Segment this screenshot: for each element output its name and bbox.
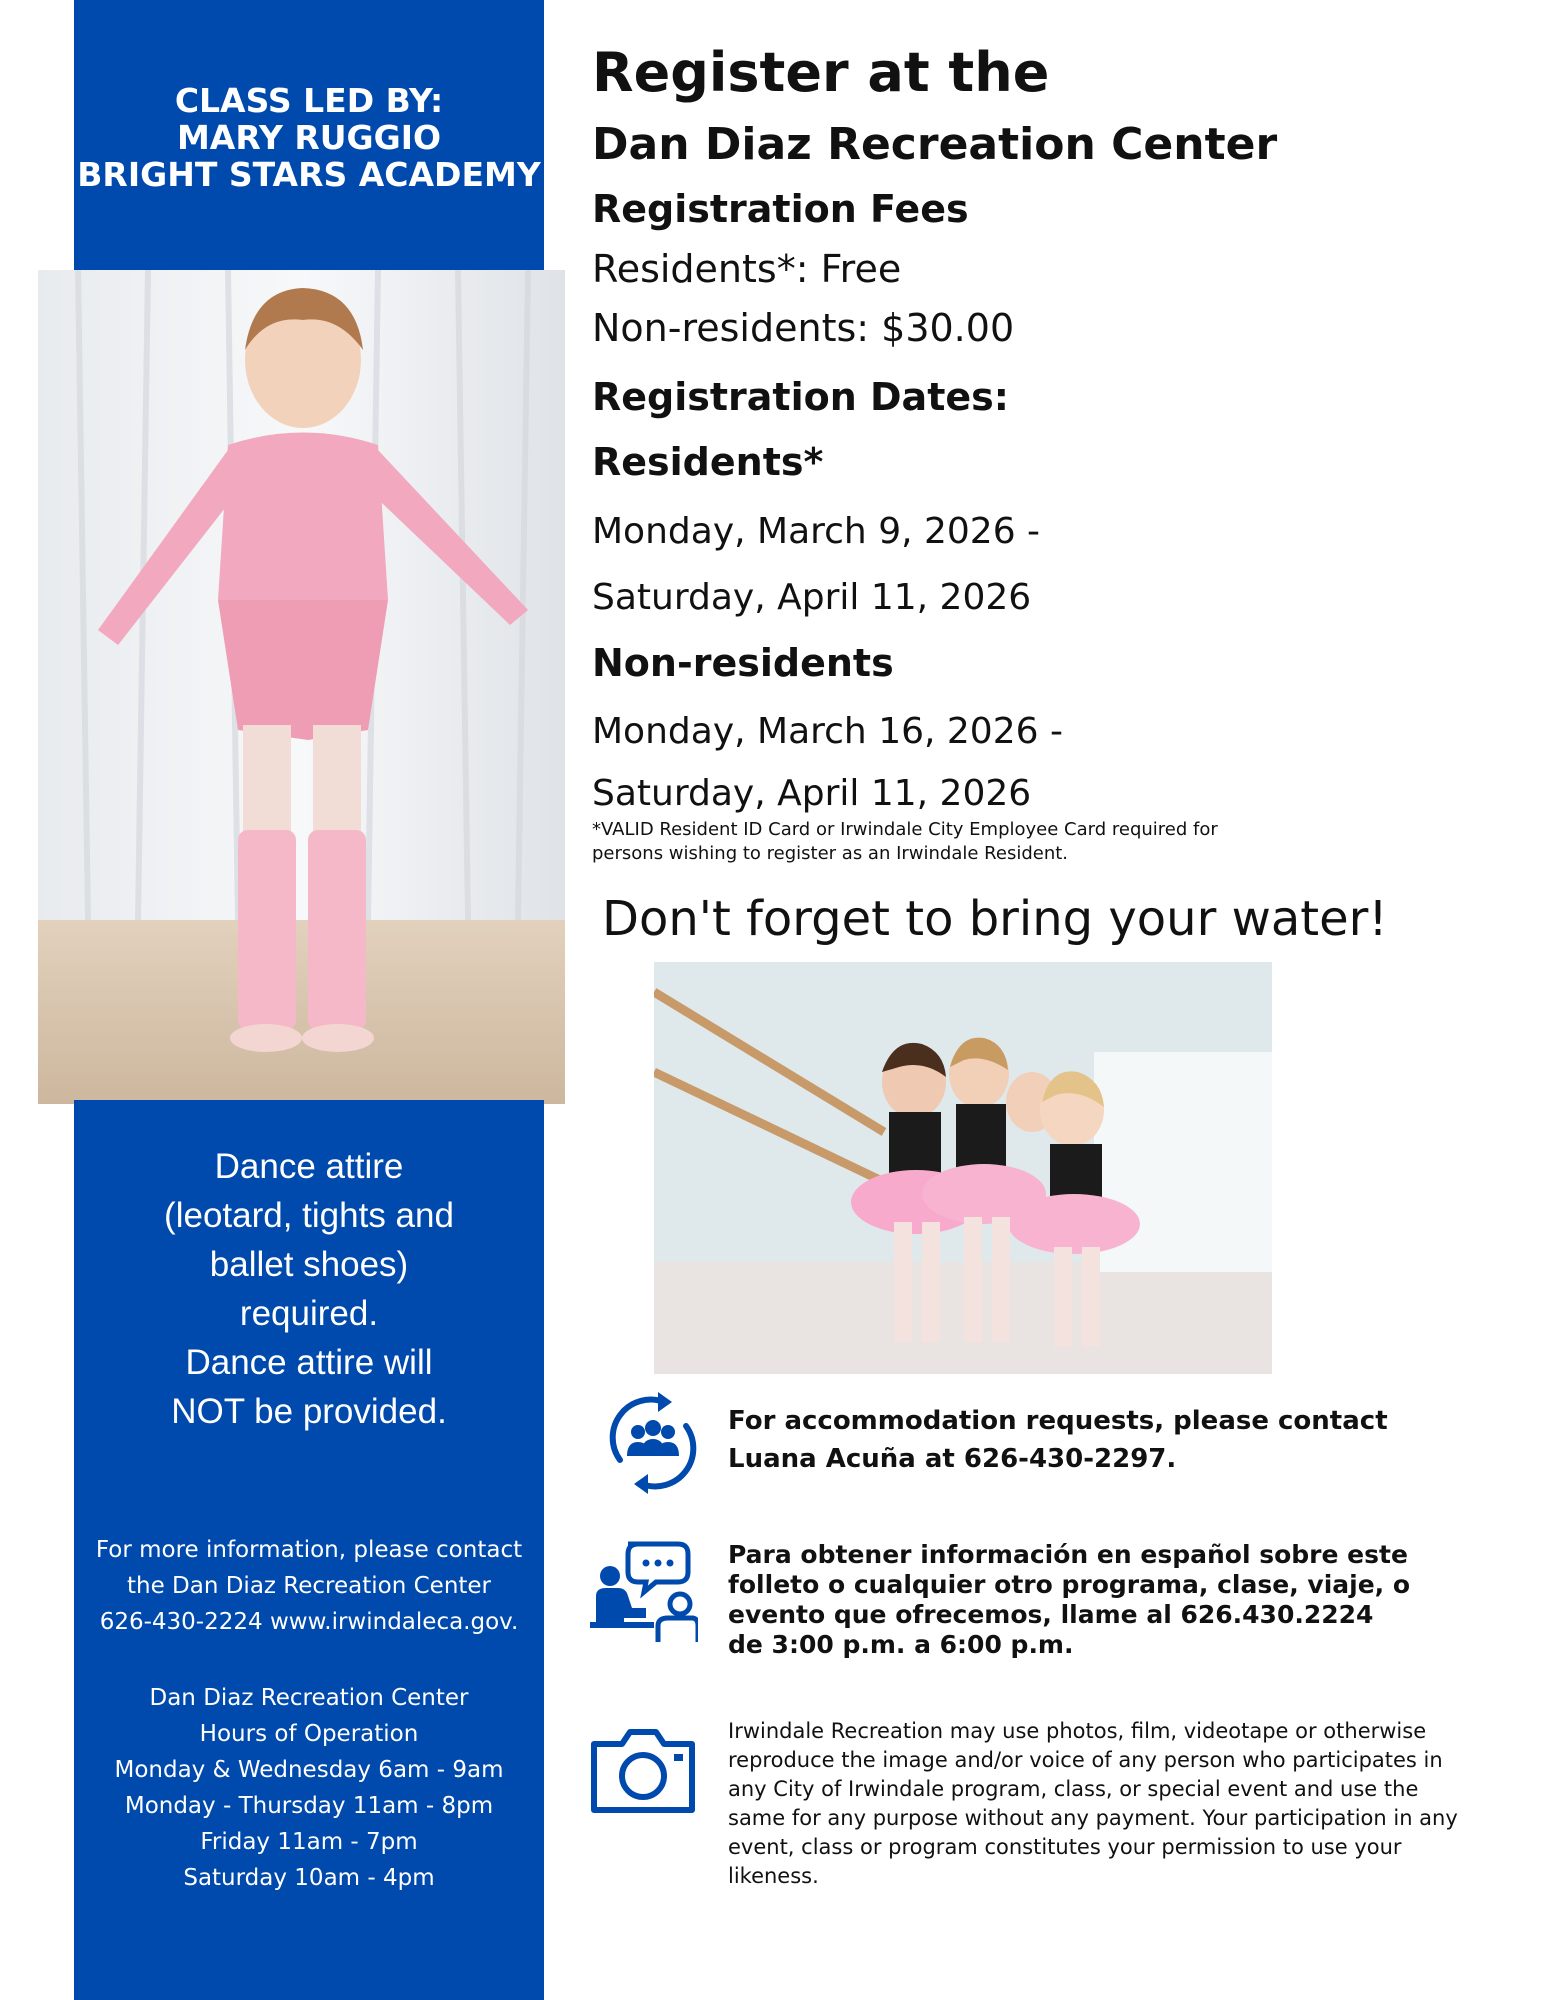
resident-id-footnote: *VALID Resident ID Card or Irwindale City Employee Card required for persons wishing to register as an Irwindale Resident. [592,819,1218,864]
dates-heading: Registration Dates: [592,375,1009,419]
fees-heading: Registration Fees [592,187,969,231]
attire-line: NOT be provided. [171,1392,447,1431]
fee-residents: Residents*: Free [592,247,902,291]
hours-line: Saturday 10am - 4pm [183,1865,435,1891]
spanish-line: de 3:00 p.m. a 6:00 p.m. [728,1630,1074,1659]
spanish-info [728,1540,1488,1660]
info-line: the Dan Diaz Recreation Center [126,1573,492,1599]
ballet-group-photo [654,962,1272,1374]
water-reminder: Don't forget to bring your water! [602,891,1388,947]
accommodation-line: For accommodation requests, please contact [728,1406,1388,1436]
spanish-line: evento que ofrecemos, llame al 626.430.2224 [728,1600,1374,1629]
photo-release-notice: Irwindale Recreation may use photos, film, videotape or otherwise reproduce the image and/or voice of any person who participates in any City of Irwindale program, class, or special event and use the same for any purpose without any payment. Your participation in any event, class or program constitutes your permission to use your likeness. [728,1719,1458,1888]
nonresidents-start-date: Monday, March 16, 2026 - [592,711,1063,752]
hours-line: Hours of Operation [199,1721,419,1747]
group-cycle-icon [598,1388,708,1498]
attire-line: Dance attire will [185,1343,433,1382]
hours-of-operation [74,1680,544,1896]
led-by-label: CLASS LED BY: [174,81,444,120]
class-leader-block [74,82,544,193]
camera-icon [588,1716,698,1826]
center-name: Dan Diaz Recreation Center [592,119,1278,170]
accommodation-contact [728,1402,1488,1478]
nonresidents-heading: Non-residents [592,641,894,685]
residents-heading: Residents* [592,440,824,484]
hours-line: Friday 11am - 7pm [200,1829,418,1855]
attire-line: ballet shoes) [209,1245,409,1284]
nonresidents-end-date: Saturday, April 11, 2026 [592,773,1032,814]
girl-ballet-photo [38,270,565,1104]
accommodation-line: Luana Acuña at 626-430-2297. [728,1444,1177,1474]
hours-line: Dan Diaz Recreation Center [149,1685,469,1711]
attire-notice [74,1142,544,1436]
conversation-icon [588,1538,698,1648]
info-line: 626-430-2224 www.irwindaleca.gov. [99,1609,519,1635]
attire-line: (leotard, tights and [164,1196,454,1235]
residents-end-date: Saturday, April 11, 2026 [592,577,1032,618]
residents-start-date: Monday, March 9, 2026 - [592,511,1041,552]
fee-nonresidents: Non-residents: $30.00 [592,306,1015,350]
hours-line: Monday & Wednesday 6am - 9am [114,1757,504,1783]
attire-line: Dance attire [214,1147,404,1186]
attire-line: required. [239,1294,379,1333]
academy-name: BRIGHT STARS ACADEMY [77,155,541,194]
instructor-name: MARY RUGGIO [176,118,442,157]
spanish-line: folleto o cualquier otro programa, clase, viaje, o [728,1570,1411,1599]
more-info-block [74,1532,544,1640]
info-line: For more information, please contact [95,1537,523,1563]
spanish-line: Para obtener información en español sobre este [728,1540,1408,1569]
register-heading: Register at the [592,41,1050,104]
hours-line: Monday - Thursday 11am - 8pm [124,1793,494,1819]
